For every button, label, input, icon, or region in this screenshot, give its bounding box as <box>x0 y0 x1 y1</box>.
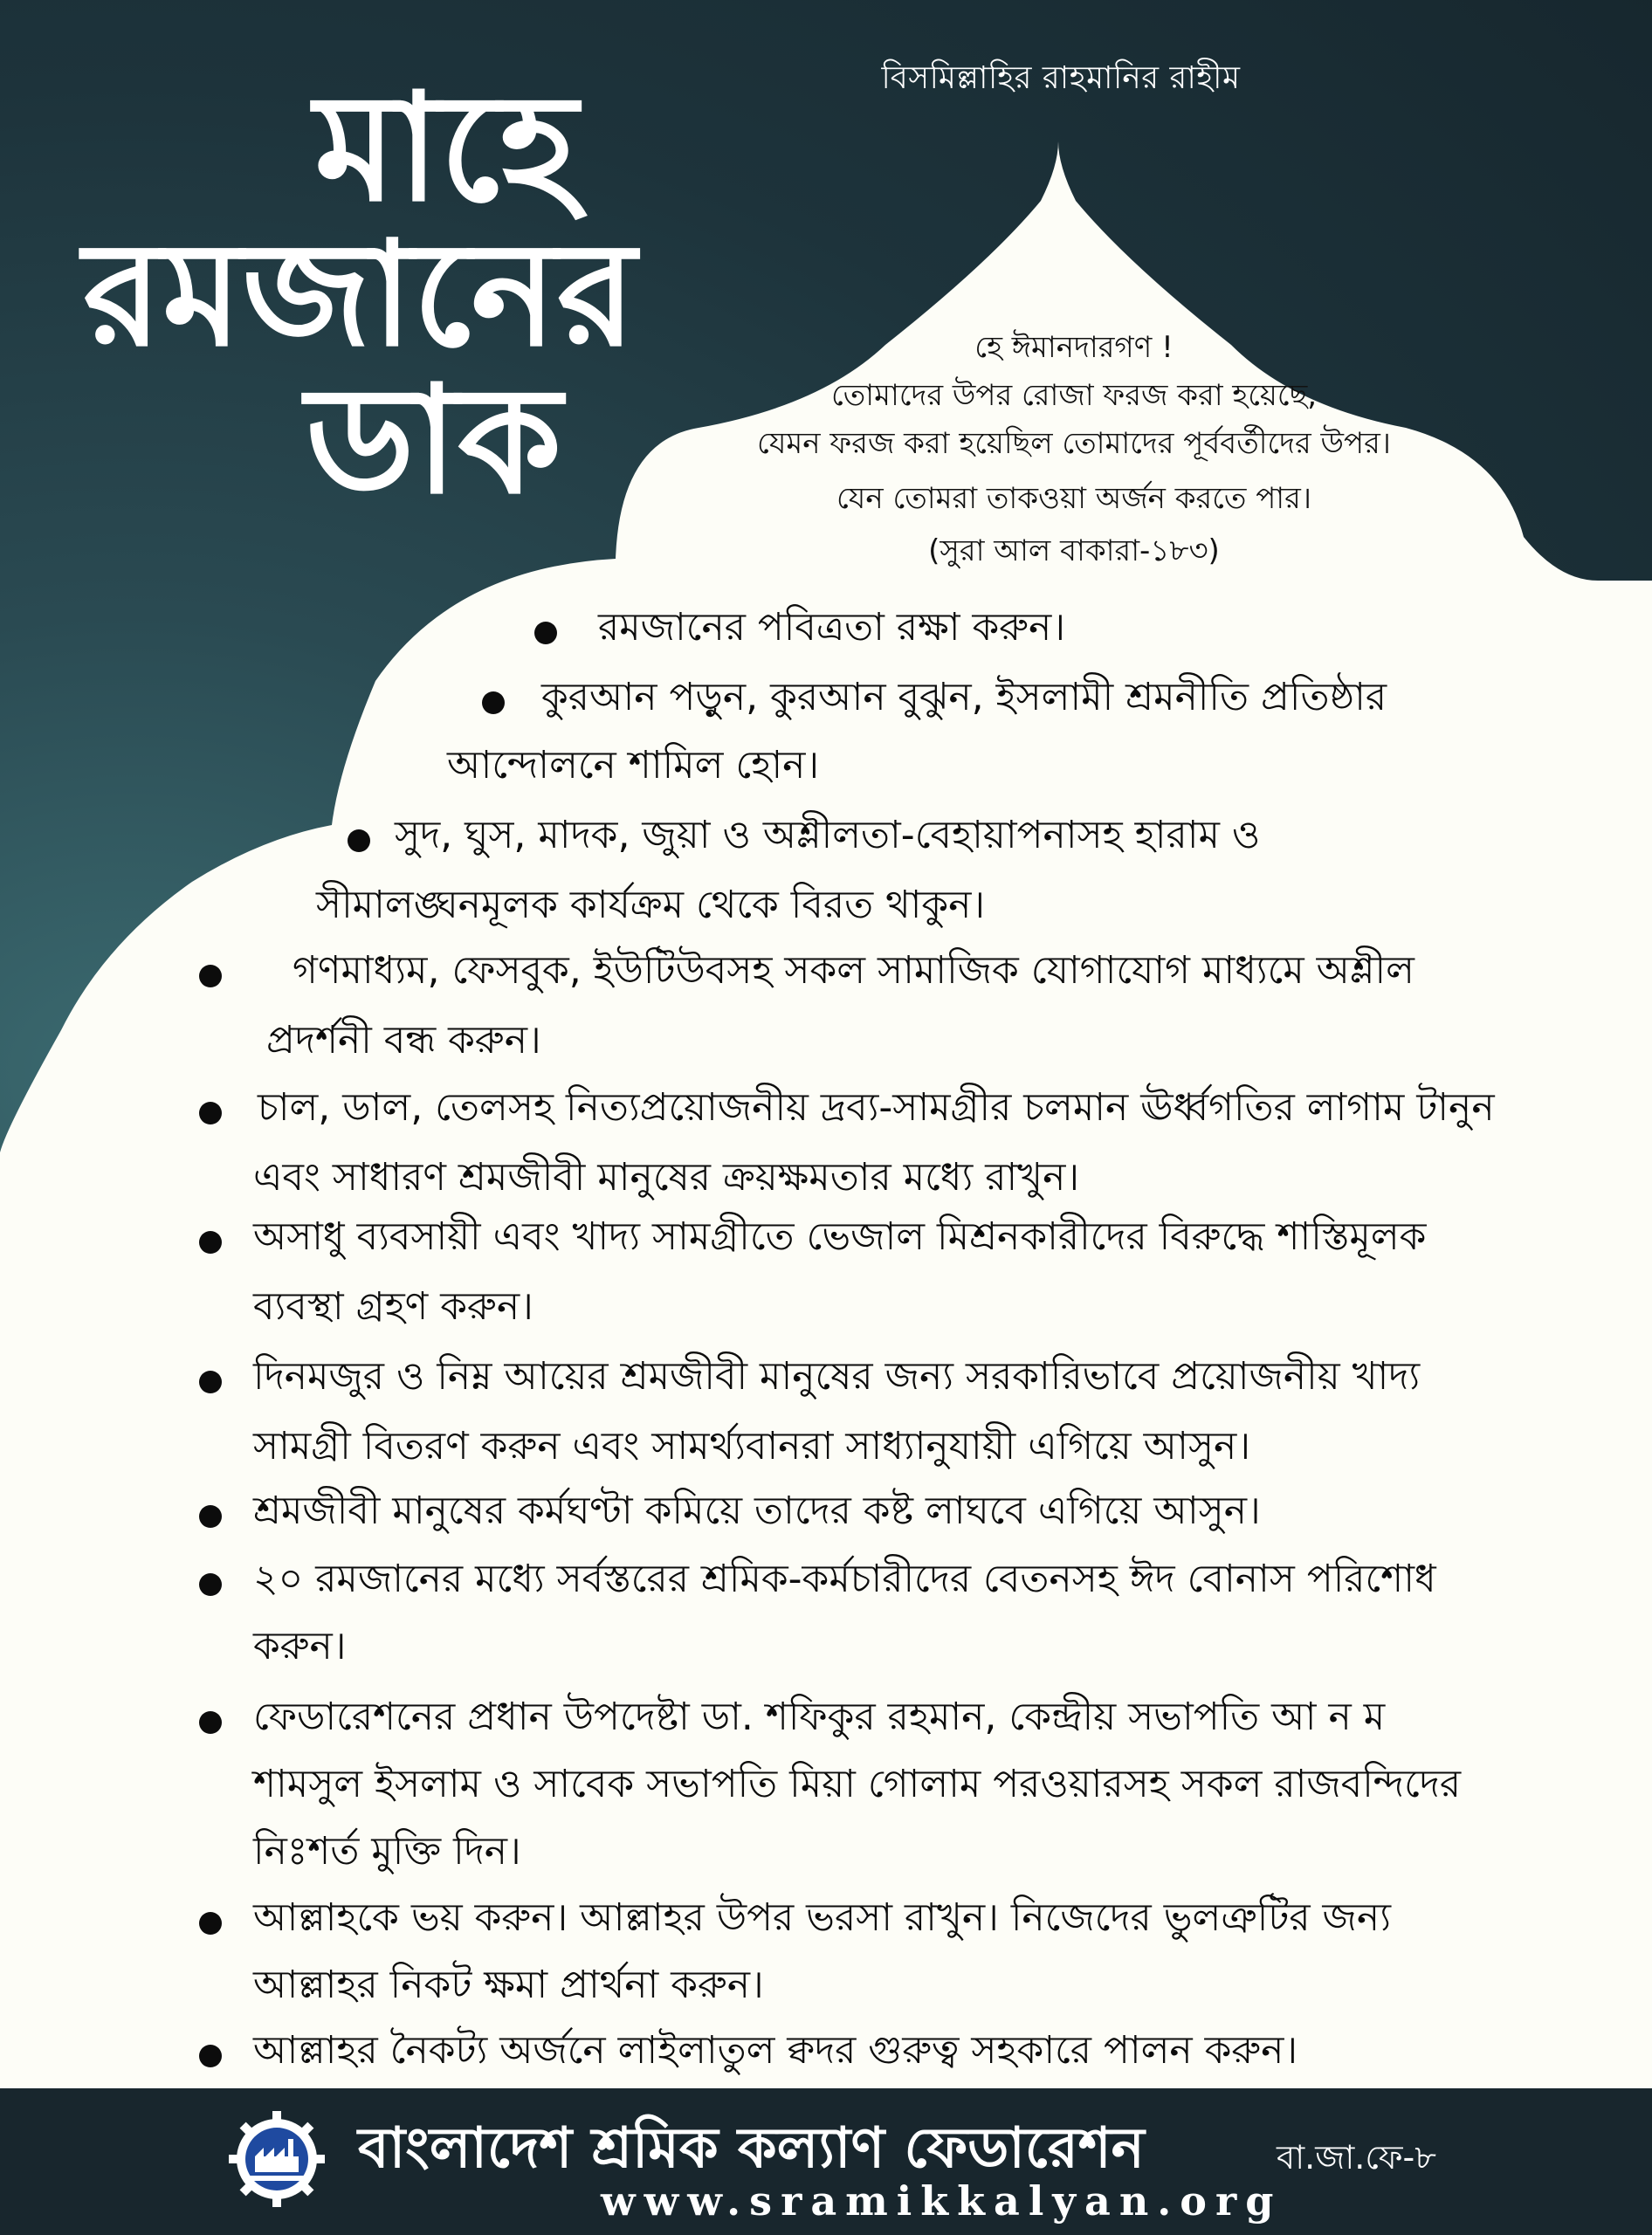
bullet-11-line-1: আল্লাহকে ভয় করুন। আল্লাহর উপর ভরসা রাখুন। নিজেদের ভুলত্রুটির জন্য <box>253 1895 1391 1940</box>
bullet-10-line-3: নিঃশর্ত মুক্তি দিন। <box>253 1829 521 1874</box>
verse-line-4: যেন তোমরা তাকওয়া অর্জন করতে পার। <box>836 481 1311 516</box>
bullet-icon <box>199 1912 222 1935</box>
bullet-2-line-1: কুরআন পড়ুন, কুরআন বুঝুন, ইসলামী শ্রমনীতি প্রতিষ্ঠার <box>541 675 1387 719</box>
organization-name: বাংলাদেশ শ্রমিক কল্যাণ ফেডারেশন <box>358 2116 1145 2181</box>
bullet-1-line-1: রমজানের পবিত্রতা রক্ষা করুন। <box>598 605 1066 650</box>
bullet-5-line-2: এবং সাধারণ শ্রমজীবী মানুষের ক্রয়ক্ষমতার মধ্যে রাখুন। <box>253 1155 1080 1200</box>
bullet-3-line-1: সুদ, ঘুস, মাদক, জুয়া ও অশ্লীলতা-বেহায়াপনাসহ হারাম ও <box>395 813 1261 857</box>
verse-line-2: তোমাদের উপর রোজা ফরজ করা হয়েছে, <box>830 378 1317 413</box>
bullet-6-line-1: অসাধু ব্যবসায়ী এবং খাদ্য সামগ্রীতে ভেজাল মিশ্রনকারীদের বিরুদ্ধে শাস্তিমূলক <box>253 1214 1427 1259</box>
bullet-icon <box>199 1371 222 1393</box>
verse-line-3: যেমন ফরজ করা হয়েছিল তোমাদের পূর্ববর্তীদের উপর। <box>757 426 1391 461</box>
title-line-2: রমজানের <box>83 210 637 378</box>
bullet-icon <box>199 1573 222 1596</box>
bullet-7-line-1: দিনমজুর ও নিম্ন আয়ের শ্রমজীবী মানুষের জন্য সরকারিভাবে প্রয়োজনীয় খাদ্য <box>253 1354 1421 1399</box>
verse-line-1: হে ঈমানদারগণ ! <box>974 330 1174 365</box>
bullet-icon <box>482 691 505 714</box>
bullet-7-line-2: সামগ্রী বিতরণ করুন এবং সামর্থ্যবানরা সাধ্যানুযায়ী এগিয়ে আসুন। <box>253 1424 1251 1468</box>
title-line-1: মাহে <box>314 62 578 235</box>
bullet-icon <box>534 622 557 644</box>
title-line-3: ডাক <box>306 354 562 527</box>
bullet-icon <box>199 1231 222 1254</box>
bullet-10-line-1: ফেডারেশনের প্রধান উপদেষ্টা ডা. শফিকুর রহমান, কেন্দ্রীয় সভাপতি আ ন ম <box>253 1695 1386 1739</box>
bullet-icon <box>199 2045 222 2067</box>
website-link[interactable]: www.sramikkalyan.org <box>601 2177 1283 2225</box>
bullet-6-line-2: ব্যবস্থা গ্রহণ করুন। <box>253 1284 533 1329</box>
bullet-8-line-1: শ্রমজীবী মানুষের কর্মঘণ্টা কমিয়ে তাদের কষ্ট লাঘবে এগিয়ে আসুন। <box>253 1489 1261 1533</box>
bullet-icon <box>199 965 222 987</box>
bullet-2-line-2: আন্দোলনে শামিল হোন। <box>447 743 820 787</box>
gear-factory-logo-icon <box>229 2111 325 2207</box>
bullet-4-line-1: গণমাধ্যম, ফেসবুক, ইউটিউবসহ সকল সামাজিক যোগাযোগ মাধ্যমে অশ্লীল <box>293 948 1415 993</box>
verse-citation: (সুরা আল বাকারা-১৮৩) <box>928 533 1220 568</box>
bismillah-text: বিসমিল্লাহির রাহমানির রাহীম <box>881 60 1241 96</box>
bullet-icon <box>348 829 370 852</box>
bullet-icon <box>199 1505 222 1528</box>
bullet-11-line-2: আল্লাহর নিকট ক্ষমা প্রার্থনা করুন। <box>253 1963 764 2007</box>
bullet-10-line-2: শামসুল ইসলাম ও সাবেক সভাপতি মিয়া গোলাম পরওয়ারসহ সকল রাজবন্দিদের <box>253 1762 1462 1806</box>
bullet-12-line-1: আল্লাহর নৈকট্য অর্জনে লাইলাতুল ক্বদর গুরুত্ব সহকারে পালন করুন। <box>253 2028 1298 2073</box>
bullet-5-line-1: চাল, ডাল, তেলসহ নিত্যপ্রয়োজনীয় দ্রব্য-সামগ্রীর চলমান ঊর্ধ্বগতির লাগাম টানুন <box>258 1085 1495 1130</box>
organization-code: বা.জা.ফে-৮ <box>1277 2138 1436 2177</box>
bullet-icon <box>199 1102 222 1124</box>
bullet-4-line-2: প্রদর্শনী বন্ধ করুন। <box>266 1018 541 1062</box>
bullet-3-line-2: সীমালঙ্ঘনমূলক কার্যক্রম থেকে বিরত থাকুন। <box>316 883 986 927</box>
bullet-icon <box>199 1711 222 1734</box>
bullet-9-line-1: ২০ রমজানের মধ্যে সর্বস্তরের শ্রমিক-কর্মচারীদের বেতনসহ ঈদ বোনাস পরিশোধ <box>253 1557 1436 1601</box>
bullet-9-line-2: করুন। <box>253 1624 347 1668</box>
